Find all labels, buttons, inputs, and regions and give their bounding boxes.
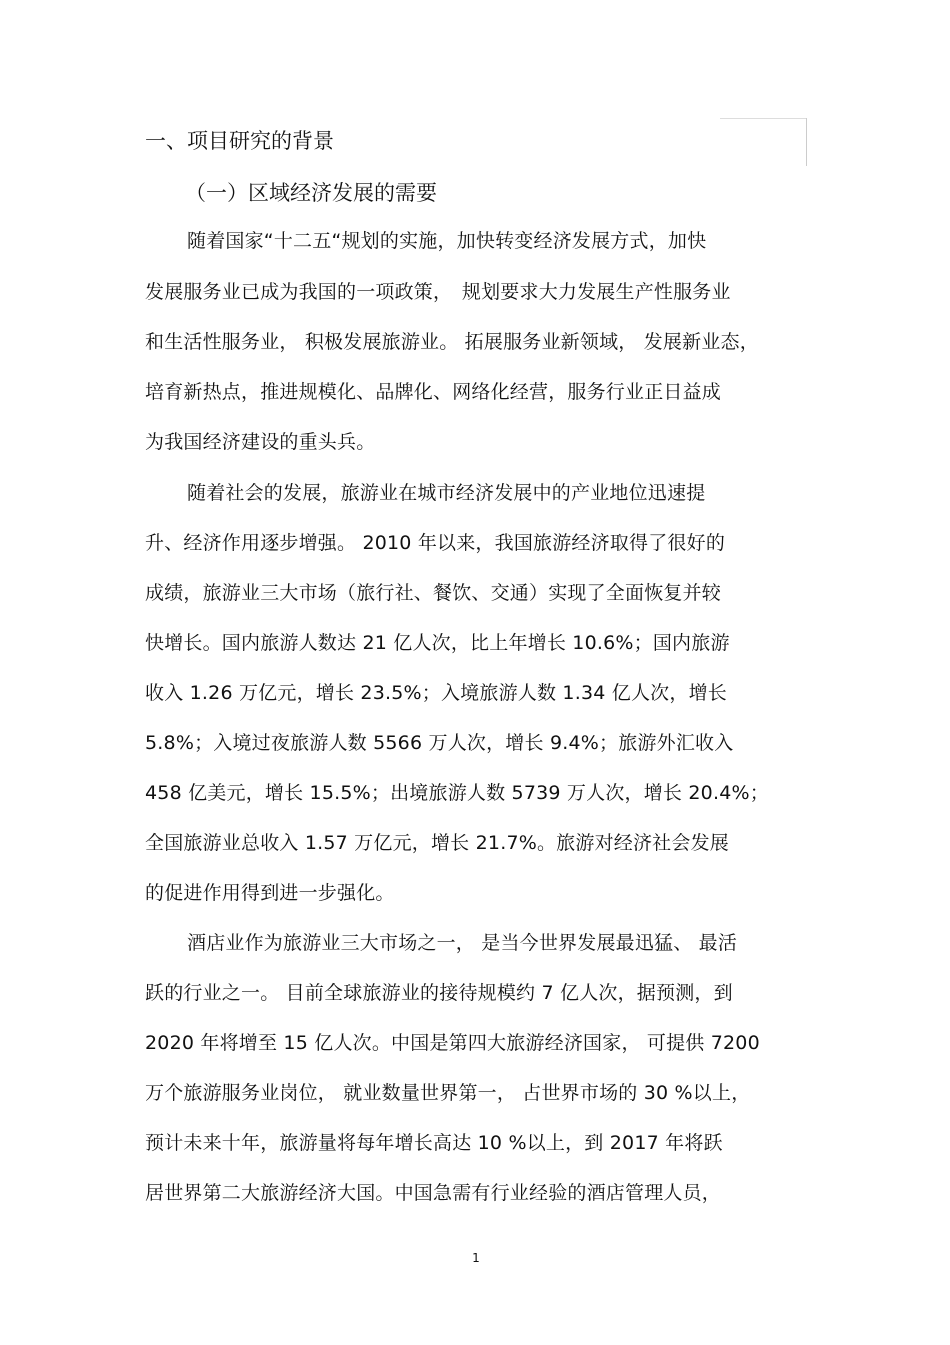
table-border-top <box>720 118 807 119</box>
page-number: 1 <box>472 1251 480 1265</box>
paragraph-line: 随着社会的发展，旅游业在城市经济发展中的产业地位迅速提 <box>187 482 706 504</box>
paragraph-line: 2020 年将增至 15 亿人次。中国是第四大旅游经济国家， 可提供 7200 <box>145 1032 760 1054</box>
paragraph-line: 为我国经济建设的重头兵。 <box>145 431 376 453</box>
paragraph-line: 跃的行业之一。 目前全球旅游业的接待规模约 7 亿人次，据预测，到 <box>145 982 733 1004</box>
paragraph-line: 和生活性服务业， 积极发展旅游业。 拓展服务业新领域， 发展新业态， <box>145 331 759 353</box>
paragraph-line: 快增长。国内旅游人数达 21 亿人次，比上年增长 10.6%；国内旅游 <box>145 632 730 654</box>
paragraph-line: 万个旅游服务业岗位， 就业数量世界第一， 占世界市场的 30 %以上， <box>145 1082 751 1104</box>
paragraph-line: 升、经济作用逐步增强。 2010 年以来，我国旅游经济取得了很好的 <box>145 532 726 554</box>
paragraph-line: 收入 1.26 万亿元，增长 23.5%；入境旅游人数 1.34 亿人次，增长 <box>145 682 727 704</box>
section-heading: 一、项目研究的背景 <box>145 129 334 153</box>
subsection-heading: （一）区域经济发展的需要 <box>185 181 437 205</box>
paragraph-line: 458 亿美元，增长 15.5%；出境旅游人数 5739 万人次，增长 20.4%； <box>145 782 769 804</box>
paragraph-line: 居世界第二大旅游经济大国。中国急需有行业经验的酒店管理人员， <box>145 1182 722 1204</box>
paragraph-line: 培育新热点，推进规模化、品牌化、网络化经营，服务行业正日益成 <box>145 381 722 403</box>
paragraph-line: 成绩，旅游业三大市场（旅行社、餐饮、交通）实现了全面恢复并较 <box>145 582 722 604</box>
paragraph-line: 发展服务业已成为我国的一项政策， 规划要求大力发展生产性服务业 <box>145 281 731 303</box>
paragraph-line: 的促进作用得到进一步强化。 <box>145 882 395 904</box>
paragraph-line: 全国旅游业总收入 1.57 万亿元，增长 21.7%。旅游对经济社会发展 <box>145 832 729 854</box>
table-border-right <box>806 118 807 166</box>
paragraph-line: 随着国家“十二五“规划的实施，加快转变经济发展方式，加快 <box>187 230 707 252</box>
paragraph-line: 预计未来十年，旅游量将每年增长高达 10 %以上，到 2017 年将跃 <box>145 1132 723 1154</box>
paragraph-line: 5.8%；入境过夜旅游人数 5566 万人次，增长 9.4%；旅游外汇收入 <box>145 732 734 754</box>
paragraph-line: 酒店业作为旅游业三大市场之一， 是当今世界发展最迅猛、 最活 <box>187 932 738 954</box>
